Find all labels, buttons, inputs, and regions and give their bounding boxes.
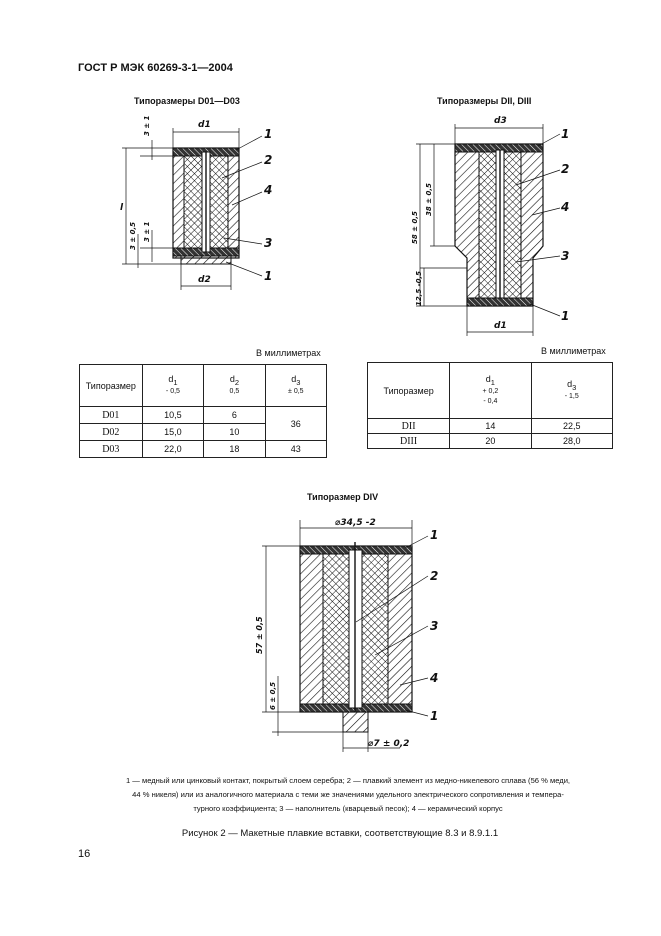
fig1-dim-d2: d2: [198, 275, 211, 285]
cell: D03: [80, 441, 143, 458]
d1-sub: 1: [173, 377, 178, 387]
table2-units: В миллиметрах: [541, 346, 606, 356]
figure-legend: [88, 774, 608, 816]
fig3-dim-d: ⌀34,5 -2: [335, 518, 376, 528]
fig3-callout-1b: 1: [430, 709, 439, 723]
fig3-callout-4: 4: [430, 671, 439, 685]
table1-header-d3: [265, 365, 326, 407]
table1-header-type: Типоразмер: [80, 365, 143, 407]
d1-tol-lower: - 0,4: [483, 397, 498, 405]
d1-sub: 1: [490, 377, 495, 387]
d1-symbol: d: [168, 374, 174, 385]
legend-line: 44 % никеля) или из аналогичного материала с теми же значениями удельного электрического сопротивления и темпера-: [132, 790, 564, 799]
table2-header-type: Типоразмер: [368, 363, 450, 419]
cell: 22,0: [142, 441, 204, 458]
cell: 43: [265, 441, 326, 458]
fig3-drawing: [255, 518, 438, 752]
fig2-callout-4: 4: [561, 200, 570, 214]
fig2-callout-1b: 1: [561, 309, 570, 323]
table1-header-d2: [204, 365, 265, 407]
fig3-title: Типоразмер DIV: [307, 492, 379, 502]
fig1-callout-4: 4: [264, 183, 273, 197]
table1: [79, 364, 327, 458]
fig1-callout-2: 2: [264, 153, 273, 167]
fig2-dim-h1: 38 ± 0,5: [425, 183, 433, 216]
fig2-title: Типоразмеры DII, DIII: [437, 96, 532, 106]
fig2-dim-h2: 58 ± 0,5: [411, 211, 419, 244]
cell: 22,5: [531, 419, 612, 434]
fig2-drawing: [411, 116, 569, 336]
fig3-callout-1: 1: [430, 528, 439, 542]
cell: 28,0: [531, 434, 612, 449]
legend-line: 1 — медный или цинковый контакт, покрытый слоем серебра; 2 — плавкий элемент из медно-никелевого сплава (56 % меди,: [125, 776, 571, 785]
cell: 6: [204, 407, 265, 424]
d3-sub: 3: [296, 377, 301, 387]
cell: 36: [265, 407, 326, 441]
fig1-dim-d1: d1: [198, 120, 211, 130]
d3-symbol: d: [567, 379, 573, 390]
d1-tol-upper: + 0,2: [482, 387, 499, 395]
d3-tol: - 1,5: [564, 392, 579, 400]
fig1-dim-t2: 3 ± 1: [143, 221, 151, 242]
document-header: ГОСТ Р МЭК 60269-3-1—2004: [78, 62, 233, 74]
cell: DII: [368, 419, 450, 434]
table2-header-d1: [450, 363, 531, 419]
d3-tol: ± 0,5: [288, 387, 304, 395]
fig1-callout-1: 1: [264, 127, 273, 141]
cell: 10,5: [142, 407, 204, 424]
cell: 18: [204, 441, 265, 458]
fig1-dim-l: l: [120, 203, 124, 213]
table-row: [80, 441, 327, 458]
d1-tol: - 0,5: [165, 387, 180, 395]
fig2-dim-d3: d3: [494, 116, 507, 126]
table2: [367, 362, 613, 449]
d3-symbol: d: [291, 374, 297, 385]
fig1-callout-3: 3: [264, 236, 273, 250]
fig3-callout-3: 3: [430, 619, 439, 633]
d2-tol: 0,5: [229, 387, 240, 395]
fig3-dim-hs: 6 ± 0,5: [269, 681, 277, 710]
d1-symbol: d: [485, 374, 491, 385]
cell: 14: [450, 419, 531, 434]
table1-units: В миллиметрах: [256, 348, 321, 358]
cell: D01: [80, 407, 143, 424]
fig1-dim-t3: 3 ± 0,5: [129, 221, 137, 250]
fig2-dim-d1: d1: [494, 321, 507, 331]
fig3-callout-2: 2: [430, 569, 439, 583]
fig2-callout-2: 2: [561, 162, 570, 176]
cell: D02: [80, 424, 143, 441]
table-row: [368, 434, 613, 449]
d2-symbol: d: [229, 374, 235, 385]
table2-header-d3: [531, 363, 612, 419]
cell: 10: [204, 424, 265, 441]
fig1-dim-t1: 3 ± 1: [143, 115, 151, 136]
fig2-dim-h3: 12,5 -0,5: [415, 270, 423, 306]
cell: 20: [450, 434, 531, 449]
fig3-dim-h: 57 ± 0,5: [255, 616, 264, 654]
table-row: [80, 407, 327, 424]
cell: 15,0: [142, 424, 204, 441]
table-row: [368, 419, 613, 434]
d2-sub: 2: [234, 377, 240, 387]
table1-header-d1: [142, 365, 204, 407]
fig1-title: Типоразмеры D01—D03: [134, 96, 240, 106]
figure-caption: Рисунок 2 — Макетные плавкие вставки, соответствующие 8.3 и 8.9.1.1: [181, 828, 499, 839]
page-number: 16: [78, 848, 91, 860]
fig3-dim-dp: ⌀7 ± 0,2: [368, 739, 410, 749]
fig2-callout-1: 1: [561, 127, 570, 141]
legend-line: турного коэффициента; 3 — наполнитель (кварцевый песок); 4 — керамический корпус: [193, 804, 503, 813]
d3-sub: 3: [572, 382, 577, 392]
cell: DIII: [368, 434, 450, 449]
fig1-callout-1b: 1: [264, 269, 273, 283]
fig2-callout-3: 3: [561, 249, 570, 263]
fig1-drawing: [120, 115, 272, 290]
